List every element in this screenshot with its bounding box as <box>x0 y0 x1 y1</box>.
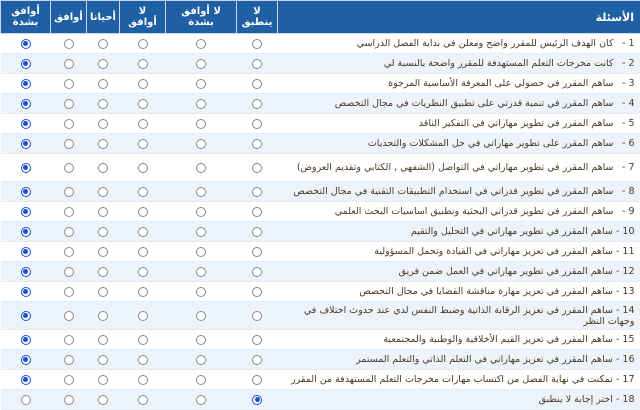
option-cell-strongly-disagree <box>166 370 237 390</box>
question-cell <box>278 222 640 242</box>
radio-agree[interactable] <box>64 119 74 129</box>
option-cell-strongly-agree <box>1 114 51 134</box>
radio-sometimes[interactable] <box>98 375 108 385</box>
radio-disagree[interactable] <box>138 207 148 217</box>
option-cell-disagree <box>120 182 166 202</box>
radio-na[interactable] <box>252 187 262 197</box>
radio-na[interactable] <box>252 163 262 173</box>
question-row <box>1 34 640 54</box>
radio-strongly-disagree[interactable] <box>196 335 206 345</box>
option-cell-strongly-agree <box>1 370 51 390</box>
radio-disagree[interactable] <box>138 119 148 129</box>
option-cell-strongly-agree <box>1 262 51 282</box>
radio-strongly-disagree[interactable] <box>196 247 206 257</box>
question-text: ساهم المقرر في تعزيز الرقابة الذاتية وضبط النفس لدي عند حدوث اختلاف في وجهات النظر <box>304 305 635 327</box>
option-cell-disagree <box>120 202 166 222</box>
radio-na[interactable] <box>252 119 262 129</box>
option-cell-strongly-disagree <box>166 222 237 242</box>
question-cell <box>278 330 640 350</box>
option-cell-strongly-agree <box>1 154 51 182</box>
question-number: 4 - <box>617 98 635 109</box>
radio-disagree[interactable] <box>138 267 148 277</box>
question-cell <box>278 94 640 114</box>
radio-strongly-agree[interactable] <box>21 99 31 109</box>
radio-strongly-disagree[interactable] <box>196 207 206 217</box>
radio-disagree[interactable] <box>138 99 148 109</box>
question-cell <box>278 182 640 202</box>
option-cell-agree <box>51 134 87 154</box>
option-cell-agree <box>51 202 87 222</box>
radio-sometimes[interactable] <box>98 311 108 321</box>
question-number: 8 - <box>617 186 635 197</box>
question-number: 7 - <box>617 162 635 173</box>
question-number: 9 - <box>617 206 635 217</box>
radio-sometimes[interactable] <box>98 207 108 217</box>
radio-strongly-agree[interactable] <box>21 311 31 321</box>
question-number: 1 - <box>617 38 635 49</box>
radio-agree[interactable] <box>64 139 74 149</box>
radio-strongly-agree[interactable] <box>21 335 31 345</box>
option-cell-strongly-agree <box>1 94 51 114</box>
question-number: 14 - <box>616 305 635 316</box>
radio-agree[interactable] <box>64 247 74 257</box>
option-cell-strongly-disagree <box>166 154 237 182</box>
option-cell-strongly-disagree <box>166 262 237 282</box>
question-number: 12 - <box>616 266 635 277</box>
question-text: ساهم المقرر على تطوير مهاراتي في حل المشكلات والتحديات <box>368 138 614 149</box>
question-text: ساهم المقرر في حصولي على المعرفة الأساسية المرجوة <box>388 78 613 89</box>
question-text: ساهم المقرر في تطوير قدراتي في استخدام التطبيقات التقنية في مجال التخصص <box>293 186 613 197</box>
option-cell-strongly-disagree <box>166 282 237 302</box>
option-cell-strongly-disagree <box>166 94 237 114</box>
option-cell-agree <box>51 114 87 134</box>
option-cell-sometimes <box>87 74 120 94</box>
question-cell <box>278 302 640 330</box>
option-cell-sometimes <box>87 114 120 134</box>
option-cell-na <box>237 114 278 134</box>
option-cell-na <box>237 370 278 390</box>
radio-na[interactable] <box>252 335 262 345</box>
option-cell-na <box>237 282 278 302</box>
option-cell-na <box>237 350 278 370</box>
option-cell-strongly-agree <box>1 330 51 350</box>
option-cell-na <box>237 74 278 94</box>
question-text: ساهم المقرر في تطوير مهاراتي في التواصل (الشفهي , الكتابي وتقديم العروض) <box>297 162 614 173</box>
question-text: ساهم المقرر في تعزيز مهارة مناقشة القضايا في مجال التخصص <box>359 286 613 297</box>
radio-strongly-agree[interactable] <box>21 119 31 129</box>
radio-sometimes[interactable] <box>98 59 108 69</box>
question-number: 6 - <box>617 138 635 149</box>
radio-strongly-agree[interactable] <box>21 375 31 385</box>
radio-disagree[interactable] <box>138 355 148 365</box>
option-cell-strongly-agree <box>1 302 51 330</box>
option-cell-strongly-disagree <box>166 182 237 202</box>
question-row <box>1 74 640 94</box>
question-cell <box>278 202 640 222</box>
option-cell-agree <box>51 182 87 202</box>
question-row <box>1 370 640 390</box>
question-number: 13 - <box>616 286 635 297</box>
question-row <box>1 330 640 350</box>
radio-na[interactable] <box>252 267 262 277</box>
radio-agree[interactable] <box>64 227 74 237</box>
question-row <box>1 134 640 154</box>
question-text: كانت مخرجات التعلم المستهدفة للمقرر واضحة بالنسبة لي <box>384 58 614 69</box>
radio-strongly-disagree[interactable] <box>196 187 206 197</box>
question-text: ساهم المقرر في تطوير قدراتي البحثية وتطبيق اساسيات البحث العلمي <box>335 206 614 217</box>
radio-sometimes[interactable] <box>98 287 108 297</box>
radio-strongly-agree[interactable] <box>21 227 31 237</box>
question-number: 16 - <box>616 354 635 365</box>
question-row <box>1 182 640 202</box>
question-number: 15 - <box>616 334 635 345</box>
radio-sometimes[interactable] <box>98 79 108 89</box>
radio-strongly-disagree[interactable] <box>196 267 206 277</box>
option-cell-disagree <box>120 74 166 94</box>
option-cell-na <box>237 302 278 330</box>
option-cell-strongly-agree <box>1 242 51 262</box>
radio-strongly-agree[interactable] <box>21 163 31 173</box>
question-row <box>1 154 640 182</box>
question-text: ساهم المقرر في تعزيز القيم الأخلاقية والوطنية والمجتمعية <box>383 334 613 345</box>
radio-strongly-agree[interactable] <box>21 287 31 297</box>
question-cell <box>278 242 640 262</box>
question-text: ساهم المقرر في تطوير مهاراتي في التفكير الناقد <box>419 118 614 129</box>
radio-strongly-disagree[interactable] <box>196 311 206 321</box>
question-number: 3 - <box>617 78 635 89</box>
radio-strongly-agree[interactable] <box>21 59 31 69</box>
radio-sometimes[interactable] <box>98 267 108 277</box>
option-cell-strongly-disagree <box>166 114 237 134</box>
option-cell-sometimes <box>87 242 120 262</box>
question-cell <box>278 54 640 74</box>
radio-strongly-disagree[interactable] <box>196 119 206 129</box>
option-cell-sometimes <box>87 134 120 154</box>
radio-strongly-disagree[interactable] <box>196 139 206 149</box>
radio-agree[interactable] <box>64 99 74 109</box>
option-cell-agree <box>51 222 87 242</box>
option-cell-strongly-agree <box>1 202 51 222</box>
radio-strongly-disagree[interactable] <box>196 163 206 173</box>
radio-agree[interactable] <box>64 39 74 49</box>
question-row <box>1 242 640 262</box>
question-text: ساهم المقرر في تطوير مهاراتي في العمل ضمن فريق <box>399 266 613 277</box>
radio-strongly-agree[interactable] <box>21 187 31 197</box>
option-cell-strongly-agree <box>1 350 51 370</box>
radio-na[interactable] <box>252 227 262 237</box>
radio-disagree[interactable] <box>138 335 148 345</box>
option-cell-agree <box>51 350 87 370</box>
question-row <box>1 222 640 242</box>
radio-disagree[interactable] <box>138 287 148 297</box>
radio-disagree[interactable] <box>138 79 148 89</box>
radio-strongly-disagree[interactable] <box>196 79 206 89</box>
option-cell-agree <box>51 94 87 114</box>
option-cell-sometimes <box>87 330 120 350</box>
option-cell-strongly-agree <box>1 74 51 94</box>
header-questions: الأسئلة <box>278 1 640 34</box>
radio-na[interactable] <box>252 207 262 217</box>
header-row <box>1 1 640 34</box>
option-cell-sometimes <box>87 94 120 114</box>
option-cell-na <box>237 202 278 222</box>
option-cell-strongly-disagree <box>166 34 237 54</box>
question-text: كان الهدف الرئيس للمقرر واضح ومعلن في بداية الفصل الدراسي <box>357 38 614 49</box>
question-cell <box>278 262 640 282</box>
radio-agree[interactable] <box>64 59 74 69</box>
option-cell-strongly-disagree <box>166 242 237 262</box>
radio-strongly-agree[interactable] <box>21 39 31 49</box>
option-cell-strongly-agree <box>1 182 51 202</box>
radio-sometimes[interactable] <box>98 227 108 237</box>
option-cell-disagree <box>120 34 166 54</box>
radio-na[interactable] <box>252 355 262 365</box>
question-row <box>1 94 640 114</box>
question-row <box>1 114 640 134</box>
option-cell-disagree <box>120 154 166 182</box>
option-cell-na <box>237 154 278 182</box>
option-cell-disagree <box>120 262 166 282</box>
radio-na[interactable] <box>252 39 262 49</box>
radio-disagree[interactable] <box>138 247 148 257</box>
question-cell <box>278 282 640 302</box>
header-strongly-agree: أوافق بشدة <box>1 1 51 34</box>
question-text: ساهم المقرر في تنمية قدرتي على تطبيق النظريات في مجال التخصص <box>335 98 614 109</box>
option-cell-strongly-disagree <box>166 54 237 74</box>
question-cell <box>278 134 640 154</box>
option-cell-strongly-disagree <box>166 330 237 350</box>
radio-sometimes[interactable] <box>98 163 108 173</box>
option-cell-sometimes <box>87 202 120 222</box>
option-cell-disagree <box>120 302 166 330</box>
radio-agree[interactable] <box>64 311 74 321</box>
radio-agree[interactable] <box>64 375 74 385</box>
option-cell-sometimes <box>87 370 120 390</box>
option-cell-strongly-agree <box>1 282 51 302</box>
radio-disagree[interactable] <box>138 163 148 173</box>
option-cell-disagree <box>120 330 166 350</box>
radio-strongly-agree[interactable] <box>21 355 31 365</box>
question-number: 2 - <box>617 58 635 69</box>
option-cell-sometimes <box>87 182 120 202</box>
radio-strongly-disagree[interactable] <box>196 227 206 237</box>
radio-sometimes[interactable] <box>98 39 108 49</box>
radio-na[interactable] <box>252 99 262 109</box>
radio-agree[interactable] <box>64 207 74 217</box>
radio-strongly-agree[interactable] <box>21 79 31 89</box>
option-cell-na <box>237 330 278 350</box>
radio-agree[interactable] <box>64 163 74 173</box>
question-text: تمكنت في نهاية الفصل من اكتساب مهارات مخرجات التعلم المستهدفة من المقرر <box>291 374 613 385</box>
question-cell <box>278 154 640 182</box>
option-cell-disagree <box>120 134 166 154</box>
header-disagree: لا أوافق <box>120 1 166 34</box>
radio-agree[interactable] <box>64 287 74 297</box>
option-cell-na <box>237 134 278 154</box>
question-cell <box>278 34 640 54</box>
question-number: 11 - <box>616 246 635 257</box>
radio-agree[interactable] <box>64 79 74 89</box>
radio-na[interactable] <box>252 311 262 321</box>
question-row <box>1 262 640 282</box>
radio-strongly-disagree[interactable] <box>196 39 206 49</box>
question-cell <box>278 74 640 94</box>
radio-disagree[interactable] <box>138 227 148 237</box>
radio-sometimes[interactable] <box>98 247 108 257</box>
option-cell-disagree <box>120 54 166 74</box>
radio-strongly-disagree[interactable] <box>196 375 206 385</box>
question-text: ساهم المقرر في تعزيز مهاراتي في التعلم الذاتي والتعلم المستمر <box>356 354 613 365</box>
header-sometimes: أحيانا <box>87 1 120 34</box>
radio-strongly-disagree[interactable] <box>196 287 206 297</box>
option-cell-sometimes <box>87 34 120 54</box>
question-number: 10 - <box>616 226 635 237</box>
radio-strongly-agree[interactable] <box>21 267 31 277</box>
option-cell-disagree <box>120 350 166 370</box>
header-strongly-disagree: لا أوافق بشدة <box>166 1 237 34</box>
option-cell-strongly-agree <box>1 54 51 74</box>
radio-agree[interactable] <box>64 355 74 365</box>
question-row <box>1 54 640 74</box>
option-cell-sometimes <box>87 350 120 370</box>
question-text: ساهم المقرر في تعزيز مهاراتي في القيادة وتحمل المسؤولية <box>374 246 613 257</box>
question-row <box>1 282 640 302</box>
question-number: 5 - <box>617 118 635 129</box>
option-cell-agree <box>51 34 87 54</box>
option-cell-sometimes <box>87 154 120 182</box>
option-cell-na <box>237 222 278 242</box>
radio-na[interactable] <box>252 247 262 257</box>
header-na: لا ينطبق <box>237 1 278 34</box>
header-agree: أوافق <box>51 1 87 34</box>
radio-disagree[interactable] <box>138 311 148 321</box>
radio-agree[interactable] <box>64 335 74 345</box>
radio-sometimes[interactable] <box>98 187 108 197</box>
radio-strongly-agree[interactable] <box>21 207 31 217</box>
option-cell-agree <box>51 154 87 182</box>
question-text: ساهم المقرر في تطوير مهاراتي في التحليل والتقيم <box>411 226 613 237</box>
option-cell-strongly-disagree <box>166 350 237 370</box>
radio-na[interactable] <box>252 59 262 69</box>
radio-sometimes[interactable] <box>98 355 108 365</box>
radio-na[interactable] <box>252 287 262 297</box>
option-cell-agree <box>51 262 87 282</box>
option-cell-na <box>237 242 278 262</box>
option-cell-disagree <box>120 114 166 134</box>
option-cell-disagree <box>120 282 166 302</box>
question-row <box>1 302 640 330</box>
option-cell-na <box>237 54 278 74</box>
radio-disagree[interactable] <box>138 59 148 69</box>
question-number: 17 - <box>616 374 635 385</box>
option-cell-strongly-disagree <box>166 202 237 222</box>
radio-sometimes[interactable] <box>98 139 108 149</box>
option-cell-sometimes <box>87 302 120 330</box>
radio-strongly-disagree[interactable] <box>196 99 206 109</box>
radio-na[interactable] <box>252 139 262 149</box>
radio-disagree[interactable] <box>138 375 148 385</box>
option-cell-sometimes <box>87 54 120 74</box>
question-row <box>1 350 640 370</box>
radio-strongly-disagree[interactable] <box>196 355 206 365</box>
radio-disagree[interactable] <box>138 187 148 197</box>
option-cell-agree <box>51 74 87 94</box>
option-cell-na <box>237 262 278 282</box>
radio-agree[interactable] <box>64 187 74 197</box>
option-cell-strongly-agree <box>1 222 51 242</box>
option-cell-strongly-disagree <box>166 134 237 154</box>
option-cell-agree <box>51 282 87 302</box>
option-cell-na <box>237 94 278 114</box>
option-cell-sometimes <box>87 282 120 302</box>
option-cell-na <box>237 34 278 54</box>
radio-agree[interactable] <box>64 267 74 277</box>
radio-strongly-agree[interactable] <box>21 139 31 149</box>
option-cell-agree <box>51 330 87 350</box>
radio-sometimes[interactable] <box>98 99 108 109</box>
option-cell-disagree <box>120 370 166 390</box>
option-cell-agree <box>51 302 87 330</box>
question-cell <box>278 370 640 390</box>
radio-sometimes[interactable] <box>98 335 108 345</box>
radio-na[interactable] <box>252 375 262 385</box>
radio-sometimes[interactable] <box>98 119 108 129</box>
option-cell-sometimes <box>87 262 120 282</box>
option-cell-agree <box>51 370 87 390</box>
option-cell-strongly-agree <box>1 34 51 54</box>
option-cell-sometimes <box>87 222 120 242</box>
option-cell-strongly-disagree <box>166 74 237 94</box>
radio-disagree[interactable] <box>138 139 148 149</box>
question-number: 18 - <box>616 394 635 405</box>
option-cell-na <box>237 182 278 202</box>
radio-strongly-disagree[interactable] <box>196 59 206 69</box>
radio-strongly-agree[interactable] <box>21 247 31 257</box>
question-cell <box>278 114 640 134</box>
radio-na[interactable] <box>252 79 262 89</box>
question-row <box>1 202 640 222</box>
question-cell <box>278 350 640 370</box>
option-cell-disagree <box>120 94 166 114</box>
question-text: اختر إجابة لا ينطبق <box>539 394 613 405</box>
option-cell-disagree <box>120 222 166 242</box>
option-cell-disagree <box>120 242 166 262</box>
radio-disagree[interactable] <box>138 39 148 49</box>
option-cell-strongly-agree <box>1 134 51 154</box>
option-cell-strongly-disagree <box>166 302 237 330</box>
option-cell-agree <box>51 242 87 262</box>
option-cell-agree <box>51 54 87 74</box>
